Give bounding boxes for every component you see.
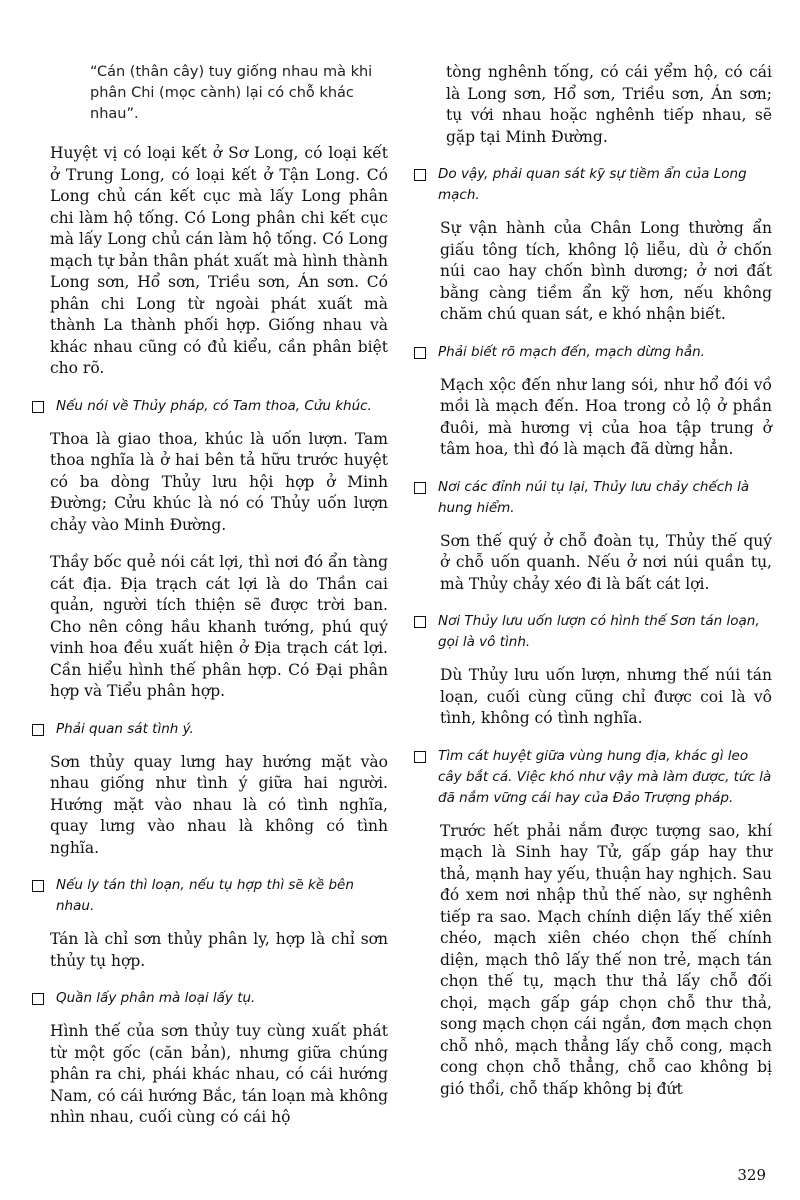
paragraph: Sơn thủy quay lưng hay hướng mặt vào nhau giống như tình ý giữa hai người. Hướng mặt vào nhau là có tình nghĩa, quay lưng vào nhau là không có tình nghĩa. (50, 752, 388, 857)
bullet-item (412, 164, 772, 206)
bullet-heading: Nơi Thủy lưu uốn lượn có hình thế Sơn tán loạn, gọi là vô tình. (438, 613, 760, 650)
paragraph: Hình thế của sơn thủy tuy cùng xuất phát từ một gốc (căn bản), nhưng giữa chúng phân ra chi, phái khác nhau, có cái hướng Nam, có cái hướng Bắc, tán loạn mà không nhìn nhau, cuối cùng có cái hộ (50, 1022, 388, 1126)
bullet-heading: Nếu ly tán thì loạn, nếu tụ hợp thì sẽ kề bên nhau. (56, 877, 354, 914)
bullet-heading: Do vậy, phải quan sát kỹ sự tiềm ẩn của Long mạch. (438, 166, 747, 203)
checkbox-square-icon (32, 993, 44, 1005)
checkbox-square-icon (414, 169, 426, 181)
bullet-item (30, 396, 388, 417)
bullet-heading: Quần lấy phân mà loại lấy tụ. (56, 990, 256, 1006)
bullet-heading: Nếu nói về Thủy pháp, có Tam thoa, Cửu khúc. (56, 397, 372, 414)
bullet-heading: Tìm cát huyệt giữa vùng hung địa, khác gì leo cây bắt cá. Việc khó như vậy mà làm được, tức là đã nắm vững cái hay của Đảo Trượng pháp. (438, 747, 772, 806)
checkbox-square-icon (32, 880, 44, 892)
bullet-item (30, 719, 388, 740)
bullet-heading: Nơi các đỉnh núi tụ lại, Thủy lưu chảy chếch là hung hiểm. (438, 478, 750, 516)
paragraph: Thoa là giao thoa, khúc là uốn lượn. Tam thoa nghĩa là ở hai bên tả hữu trước huyệt có ba dòng Thủy lưu hội hợp ở Minh Đường; Cửu khúc là nó có Thủy uốn lượn chảy vào Minh Đường. (50, 429, 388, 534)
bullet-item (412, 477, 772, 519)
paragraph: tòng nghênh tống, có cái yểm hộ, có cái là Long sơn, Hổ sơn, Triều sơn, Án sơn; tụ với nhau hoặc nghênh tiếp nhau, sẽ gặp tại Minh Đường. (446, 63, 772, 146)
bullet-heading: Phải quan sát tình ý. (56, 720, 194, 737)
paragraph: Tán là chỉ sơn thủy phân ly, hợp là chỉ sơn thủy tụ hợp. (50, 930, 388, 970)
paragraph: Trước hết phải nắm được tượng sao, khí mạch là Sinh hay Tử, gấp gáp hay thư thả, mạnh hay yếu, thuận hay nghịch. Sau đó xem nơi nhập thủ thế nào, sự nghênh tiếp ra sao. Mạch chính diện lấy thế xiên chéo, mạch xiên chéo chọn thế chính diện, mạch thô lấy thế non trẻ, mạch tán chọn thế tụ, mạch thư thả lấy chỗ đối chọi, mạch gấp gáp chọn chỗ thư thả, song mạch chọn cái ngắn, đơn mạch chọn chỗ nhô, mạch thẳng lấy chỗ cong, mạch cong chọn chỗ thẳng, chỗ cao không bị gió thổi, chỗ thấp không bị đứt (440, 821, 772, 1098)
paragraph: Mạch xộc đến như lang sói, như hổ đói vồ mồi là mạch đến. Hoa trong cỏ lộ ở phần đuôi, mà hương vị của hoa tập trung ở tâm hoa, thì đó là mạch đã dừng hẳn. (440, 375, 772, 458)
page-number: 329 (737, 1166, 766, 1184)
quote: “Cán (thân cây) tuy giống nhau mà khi phân Chi (mọc cành) lại có chỗ khác nhau”. (90, 64, 373, 122)
paragraph: Sơn thế quý ở chỗ đoàn tụ, Thủy thế quý ở chỗ uốn quanh. Nếu ở nơi núi quần tụ, mà Thủy chảy xéo đi là bất cát lợi. (440, 531, 772, 593)
checkbox-square-icon (414, 751, 426, 763)
paragraph: Dù Thủy lưu uốn lượn, nhưng thế núi tán loạn, cuối cùng cũng chỉ được coi là vô tình, không có tình nghĩa. (440, 666, 772, 727)
bullet-item (412, 611, 772, 653)
bullet-item (412, 746, 772, 809)
bullet-item (30, 988, 388, 1009)
checkbox-square-icon (414, 347, 426, 359)
checkbox-square-icon (414, 482, 426, 494)
left-column (30, 62, 388, 1145)
checkbox-square-icon (32, 724, 44, 736)
checkbox-square-icon (414, 616, 426, 628)
paragraph: Thầy bốc quẻ nói cát lợi, thì nơi đó ẩn tàng cát địa. Địa trạch cát lợi là do Thần cai quản, người tích thiện sẽ được trời ban. Cho nên công hầu khanh tướng, phú quý vinh hoa đều xuất hiện ở Địa trạch cát lợi. Cần hiểu hình thế phân hợp. Có Đại phân hợp và Tiểu phân hợp. (50, 553, 388, 700)
checkbox-square-icon (32, 401, 44, 413)
right-column (412, 62, 772, 1116)
paragraph: Sự vận hành của Chân Long thường ẩn giấu tông tích, không lộ liễu, dù ở chốn núi cao hay chốn bình dương; ở nơi đất bằng càng tiềm ẩn kỹ hơn, nếu không chăm chú quan sát, e khó nhận biết. (440, 219, 772, 323)
bullet-heading: Phải biết rõ mạch đến, mạch dừng hẳn. (438, 343, 705, 360)
paragraph: Huyệt vị có loại kết ở Sơ Long, có loại kết ở Trung Long, có loại kết ở Tận Long. Có Long chủ cán kết cục mà lấy Long phân chi làm hộ tống. Có Long phân chi kết cục mà lấy Long chủ cán làm hộ tống. Có Long mạch tự bản thân phát xuất mà hình thành Long sơn, Hổ sơn, Triều sơn, Án sơn. Có phân chi Long từ ngoài phát xuất mà thành La thành phối hợp. Giống nhau và khác nhau cũng có đủ kiểu, cần phân biệt cho rõ. (50, 144, 388, 377)
bullet-item (30, 875, 388, 917)
bullet-item (412, 342, 772, 363)
